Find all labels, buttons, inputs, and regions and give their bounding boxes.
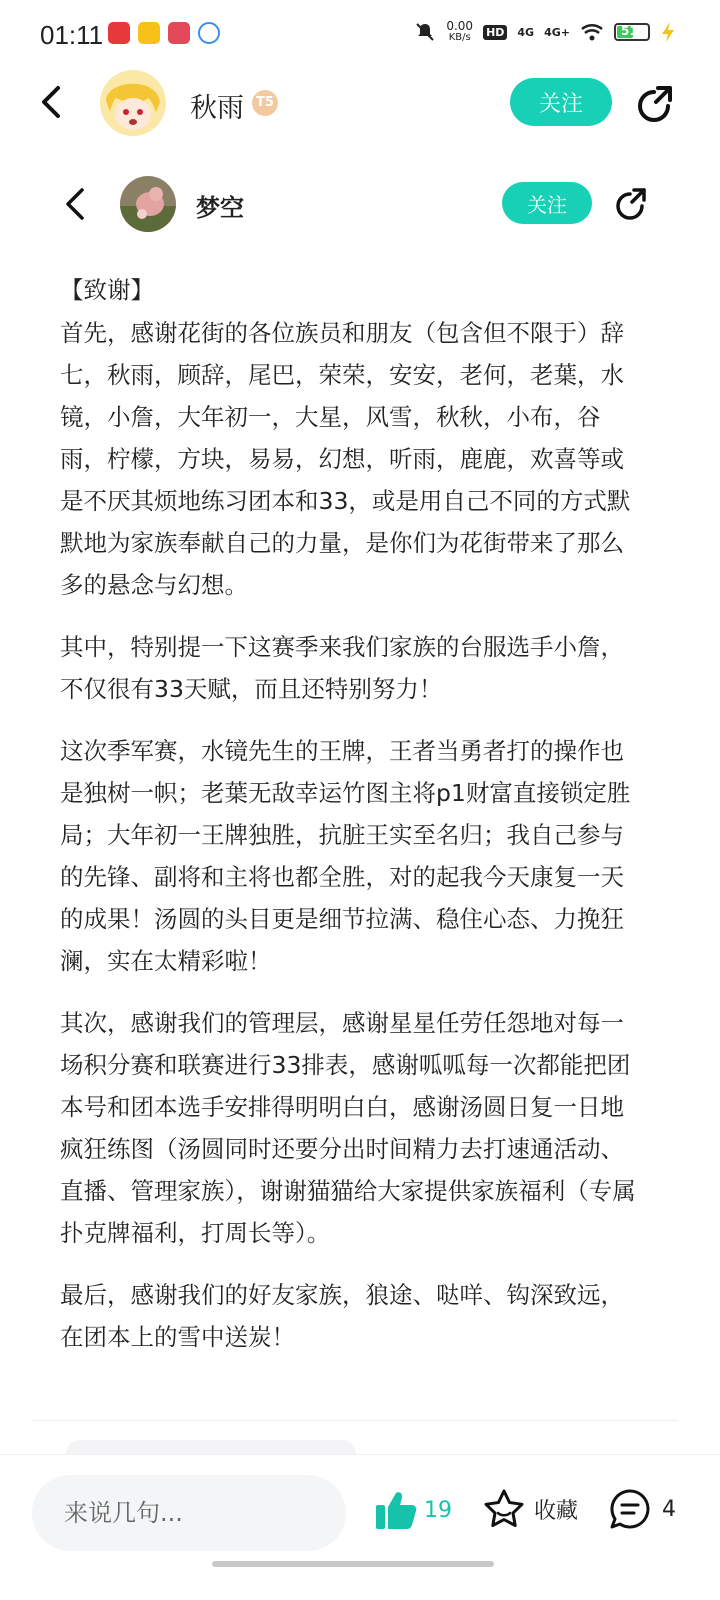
net-speed-value: 0.00 — [446, 19, 474, 33]
home-indicator[interactable] — [212, 1561, 494, 1567]
comment-button[interactable] — [608, 1487, 676, 1531]
follow-button[interactable]: 关注 — [510, 78, 612, 126]
net-speed-unit: KB/s — [448, 32, 471, 43]
level-badge: T5 — [252, 90, 278, 116]
embedded-post-header — [0, 170, 720, 240]
hd-badge: HD — [483, 25, 507, 40]
charging-icon — [660, 21, 676, 43]
favorite-button[interactable] — [482, 1487, 578, 1531]
embedded-author-avatar[interactable] — [120, 176, 176, 232]
app-notification-icon — [108, 22, 130, 44]
embedded-author-name[interactable]: 梦空 — [196, 194, 244, 222]
article-paragraph: 最后，感谢我们的好友家族，狼途、哒咩、钩深致远，在团本上的雪中送炭！ — [60, 1281, 624, 1351]
mute-icon — [414, 21, 436, 43]
embedded-follow-button[interactable]: 关注 — [502, 182, 592, 224]
article-paragraph: 这次季军赛，水镜先生的王牌，王者当勇者打的操作也是独树一帜；老葉无敌幸运竹图主将p1财富直接锁定胜局；大年初一王牌独胜，抗脏王实至名归；我自己参与的先锋、副将和主将也都全胜，对的起我今天康复一天的成果！汤圆的头目更是细节拉满、稳住心态、力挽狂澜，实在太精彩啦！ — [60, 737, 631, 975]
share-icon[interactable] — [632, 82, 676, 126]
article-heading: 【致谢】 — [60, 276, 154, 304]
like-button[interactable] — [374, 1489, 452, 1531]
back-arrow-icon[interactable] — [32, 82, 72, 122]
app-notification-icon — [138, 22, 160, 44]
app-notification-icon — [198, 22, 220, 44]
battery-indicator — [614, 23, 650, 41]
post-header — [0, 62, 720, 150]
comment-count: 4 — [662, 1496, 676, 1522]
status-time: 01:11 — [40, 20, 104, 50]
article-paragraph: 首先，感谢花街的各位族员和朋友（包含但不限于）辞七，秋雨，顾辞，尾巴，荣荣，安安，老何，老葉，水镜，小詹，大年初一，大星，风雪，秋秋，小布，谷雨，柠檬，方块，易易，幻想，听雨，鹿鹿，欢喜等或是不厌其烦地练习团本和33，或是用自己不同的方式默默地为家族奉献自己的力量，是你们为花街带来了那么多的悬念与幻想。 — [60, 319, 631, 599]
thumbs-up-icon — [374, 1489, 418, 1531]
article-paragraph: 其次，感谢我们的管理层，感谢星星任劳任怨地对每一场积分赛和联赛进行33排表，感谢呱呱每一次都能把团本号和团本选手安排得明明白白，感谢汤圆日复一日地疯狂练图（汤圆同时还要分出时间精力去打速通活动、直播、管理家族），谢谢猫猫给大家提供家族福利（专属扑克牌福利，打周长等）。 — [60, 1009, 636, 1247]
back-arrow-icon[interactable] — [60, 186, 92, 222]
battery-level: 51 — [621, 24, 638, 38]
favorite-label: 收藏 — [534, 1498, 579, 1524]
article-body — [60, 272, 640, 1378]
bottom-action-bar — [0, 1454, 720, 1600]
app-notification-icon — [168, 22, 190, 44]
system-icons — [414, 20, 676, 44]
star-icon — [482, 1487, 526, 1531]
wifi-icon — [580, 22, 604, 42]
like-count: 19 — [424, 1497, 452, 1523]
notification-icons — [108, 22, 220, 44]
signal-4g-plus: 4G+ — [544, 25, 570, 39]
comment-icon — [608, 1487, 652, 1531]
signal-4g: 4G — [517, 25, 535, 39]
author-avatar[interactable] — [100, 70, 166, 136]
net-speed — [446, 20, 473, 44]
comment-input[interactable] — [32, 1475, 346, 1551]
author-name[interactable]: 秋雨 — [190, 93, 244, 124]
article-paragraph: 其中，特别提一下这赛季来我们家族的台服选手小詹，不仅很有33天赋，而且还特别努力！ — [60, 633, 624, 703]
share-icon[interactable] — [610, 184, 650, 224]
content-divider — [32, 1420, 678, 1421]
